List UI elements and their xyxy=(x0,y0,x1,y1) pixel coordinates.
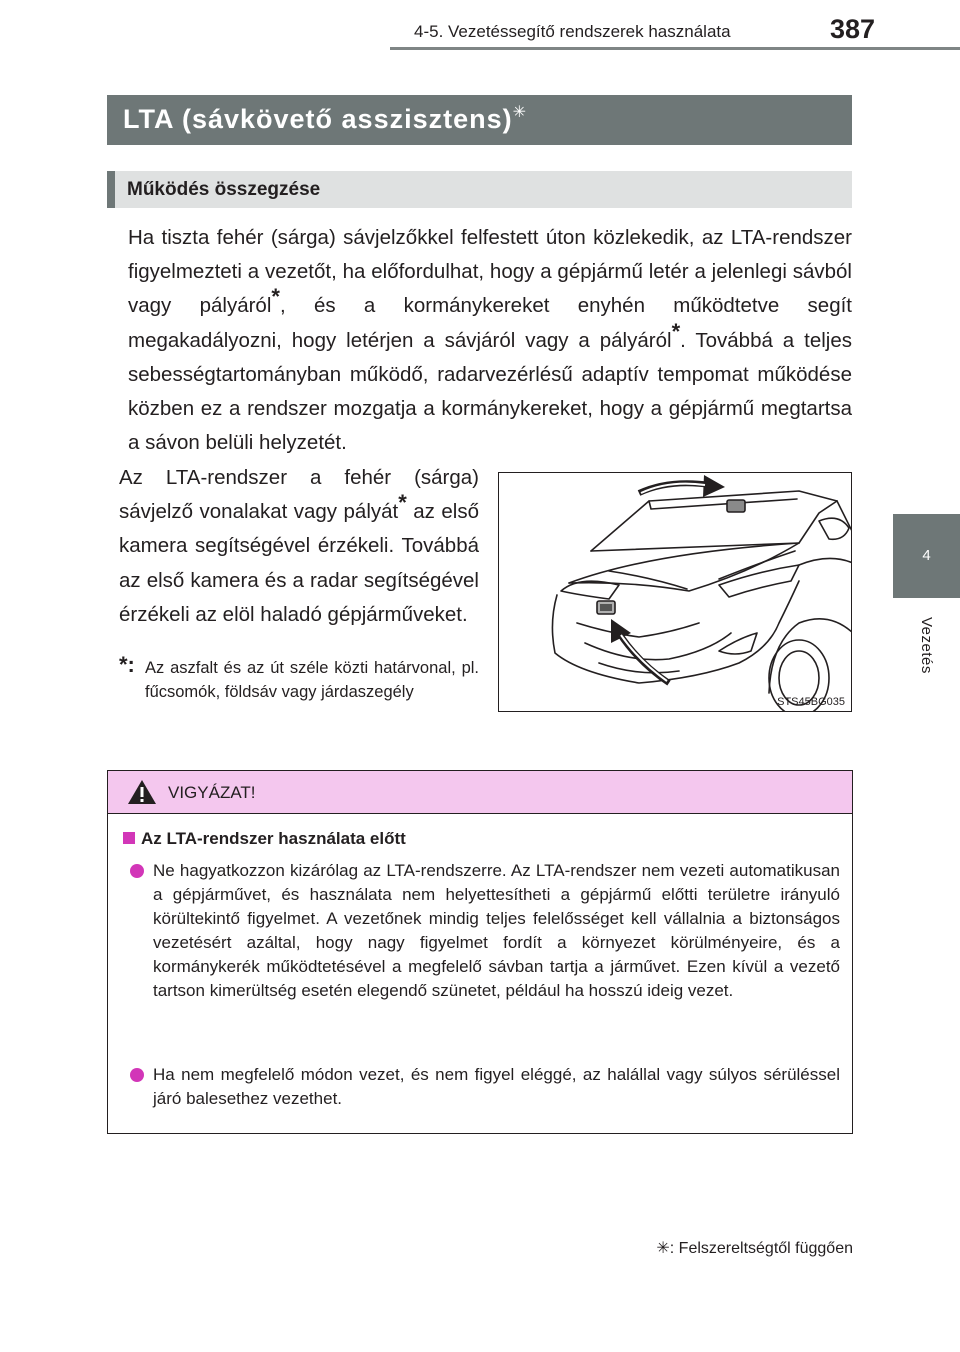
subheading: Működés összegzése xyxy=(127,179,321,200)
chapter-tab xyxy=(893,514,960,598)
optional-equipment-star: ✳ xyxy=(656,1240,670,1257)
chapter-number: 4 xyxy=(922,547,931,564)
intro-text-3: . Továbbá a teljes sebességtartományban működő, radarvezérlésű adaptív tempomat működése közben ez a rendszer mozgatja a kormánykereket, hogy a gépjármű megtartsa a sávon belüli helyzetét. xyxy=(128,328,852,455)
circle-bullet-icon xyxy=(130,864,144,878)
equipment-note-text: : Felszereltségtől függően xyxy=(669,1240,853,1257)
footnote-text: Az aszfalt és az út széle közti határvonal, pl. fűcsomók, földsáv vagy járdaszegély xyxy=(145,659,479,701)
running-header: 4-5. Vezetéssegítő rendszerek használata xyxy=(414,22,731,41)
intro-text-2: , és a kormánykereket enyhén működtetve segít megakadályozni, hogy letérjen a sávjáról vagy a pályáról xyxy=(128,294,852,352)
caution-bullet-text: Ha nem megfelelő módon vezet, és nem figyel eléggé, az halállal vagy súlyos sérüléssel járó balesethez vezethet. xyxy=(153,1065,840,1108)
page-number: 387 xyxy=(830,14,876,44)
section-title xyxy=(123,104,527,135)
chapter-label-text: Vezetés xyxy=(918,616,935,674)
caution-header xyxy=(108,771,852,814)
subheading-bar xyxy=(107,171,852,208)
caution-section-title xyxy=(123,829,406,849)
footnote-asterisk: * xyxy=(398,490,407,516)
footnote xyxy=(119,652,479,704)
footnote-mark: *: xyxy=(119,652,135,677)
caution-bullet xyxy=(130,1063,840,1111)
section-title-text: LTA (sávkövető asszisztens) xyxy=(123,104,513,134)
caution-section-title-text: Az LTA-rendszer használata előtt xyxy=(141,829,406,848)
intro-text-1: Ha tiszta fehér (sárga) sávjelzőkkel felfestett úton közlekedik, az LTA-rendszer figyelmezteti a vezetőt, ha előfordulhat, hogy a gépjármű letér a jelenlegi sávból vagy pályáról xyxy=(128,226,852,318)
camera-text-2: az első kamera segítségével érzékeli. Továbbá az első kamera és a radar segítségével érzékeli az elöl haladó gépjárműveket. xyxy=(119,500,479,626)
caution-bullet xyxy=(130,859,840,1003)
caution-bullet-text: Ne hagyatkozzon kizárólag az LTA-rendszerre. Az LTA-rendszer nem vezeti automatikusan a gépjárművet, és használata nem helyettesítheti a gépjármű előtti területre irányuló körültekintő figyelmet. A vezetőnek mindig teljes felelősséget kell vállalnia a biztonságos vezetésért azáltal, hogy nagy figyelmet fordít a környezet körülményeire, és a kormánykerék működtetésével a megfelelő sávban tartja a járművet. Ezen kívül a vezető tartson kimerültség esetén elegendő szünetet, például ha hosszú ideig vezet. xyxy=(153,861,840,1000)
car-drawing xyxy=(499,473,852,712)
footnote-asterisk: * xyxy=(271,284,280,310)
section-title-bar xyxy=(107,95,852,145)
header-divider xyxy=(390,47,960,50)
camera-paragraph xyxy=(119,461,479,632)
caution-box xyxy=(107,770,853,1134)
car-front-illustration xyxy=(498,472,852,712)
equipment-note xyxy=(656,1238,853,1258)
warning-triangle-icon xyxy=(127,779,157,805)
subheading-marker xyxy=(107,171,115,208)
optional-equipment-star: ✳ xyxy=(512,104,528,121)
circle-bullet-icon xyxy=(130,1068,144,1082)
caution-title: VIGYÁZAT! xyxy=(168,783,256,802)
square-bullet-icon xyxy=(123,832,135,844)
figure-code: STS45BG035 xyxy=(777,696,845,708)
footnote-asterisk: * xyxy=(671,318,681,344)
chapter-label xyxy=(893,600,960,690)
camera-text-1: Az LTA-rendszer a fehér (sárga) sávjelző vonalakat vagy pályát xyxy=(119,466,479,524)
intro-paragraph xyxy=(128,221,852,460)
